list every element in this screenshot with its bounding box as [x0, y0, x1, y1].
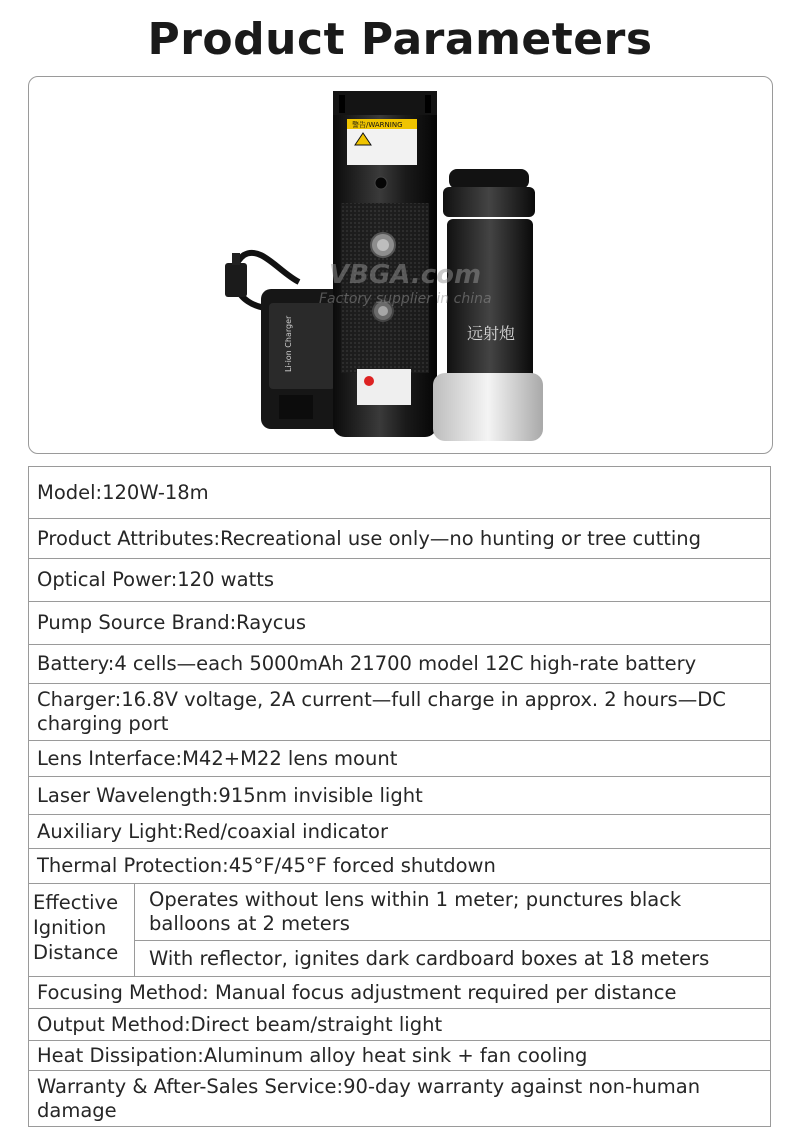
spec-charger: Charger:16.8V voltage, 2A current—full charge in approx. 2 hours—DC charging port: [37, 688, 726, 735]
ignition-value-2: With reflector, ignites dark cardboard boxes at 18 meters: [149, 946, 710, 970]
ignition-value-1: Operates without lens within 1 meter; punctures black balloons at 2 meters: [149, 888, 682, 935]
spec-row-auxiliary-light: [28, 815, 771, 849]
spec-lens-interface: Lens Interface:M42+M22 lens mount: [37, 746, 398, 770]
spec-auxiliary-light: Auxiliary Light:Red/coaxial indicator: [37, 819, 389, 843]
ignition-value-row: [135, 940, 770, 976]
spec-row-focusing: [28, 977, 771, 1009]
spec-optical-power: Optical Power:120 watts: [37, 568, 275, 591]
spec-row-heat: [28, 1041, 771, 1071]
charger: [225, 253, 343, 429]
spec-row-model: [28, 467, 771, 519]
charger-label: Li-ion Charger: [284, 315, 293, 372]
spec-row-ignition: [28, 884, 771, 977]
spec-row-thermal: [28, 849, 771, 884]
spec-battery: Battery:4 cells—each 5000mAh 21700 model 12C high-rate battery: [37, 652, 697, 675]
page-title: Product Parameters: [147, 14, 653, 65]
spec-table: [28, 466, 771, 1127]
ignition-value-row: [135, 884, 770, 940]
spec-row-warranty: [28, 1071, 771, 1127]
product-illustration: [29, 77, 772, 453]
spec-attributes: Product Attributes:Recreational use only—no hunting or tree cutting: [37, 526, 702, 550]
spec-row-battery: [28, 645, 771, 684]
warning-label: 警告/WARNING: [352, 121, 403, 129]
spec-heat: Heat Dissipation:Aluminum alloy heat sink + fan cooling: [37, 1043, 588, 1067]
ignition-label: Effective Ignition Distance: [29, 884, 135, 976]
spec-thermal: Thermal Protection:45°F/45°F forced shutdown: [37, 854, 496, 877]
spec-focusing: Focusing Method: Manual focus adjustment required per distance: [37, 980, 677, 1004]
spec-warranty: Warranty & After-Sales Service:90-day warranty against non-human damage: [37, 1074, 701, 1122]
spec-pump-source: Pump Source Brand:Raycus: [37, 611, 307, 634]
spec-output: Output Method:Direct beam/straight light: [37, 1012, 443, 1036]
spec-row-charger: [28, 684, 771, 741]
spec-row-lens-interface: [28, 741, 771, 777]
product-photo: [28, 76, 773, 454]
lens-chinese-label: 远射炮: [467, 324, 516, 343]
spec-model: Model:120W-18m: [37, 480, 209, 504]
spec-row-output: [28, 1009, 771, 1041]
spec-row-pump-source: [28, 602, 771, 645]
spec-row-wavelength: [28, 777, 771, 815]
ignition-values: [135, 884, 770, 976]
watermark-brand: VBGA.com: [329, 260, 482, 290]
spec-row-attributes: [28, 519, 771, 559]
watermark-tagline: Factory supplier in china: [319, 291, 492, 307]
spec-row-optical-power: [28, 559, 771, 602]
spec-wavelength: Laser Wavelength:915nm invisible light: [37, 783, 423, 807]
